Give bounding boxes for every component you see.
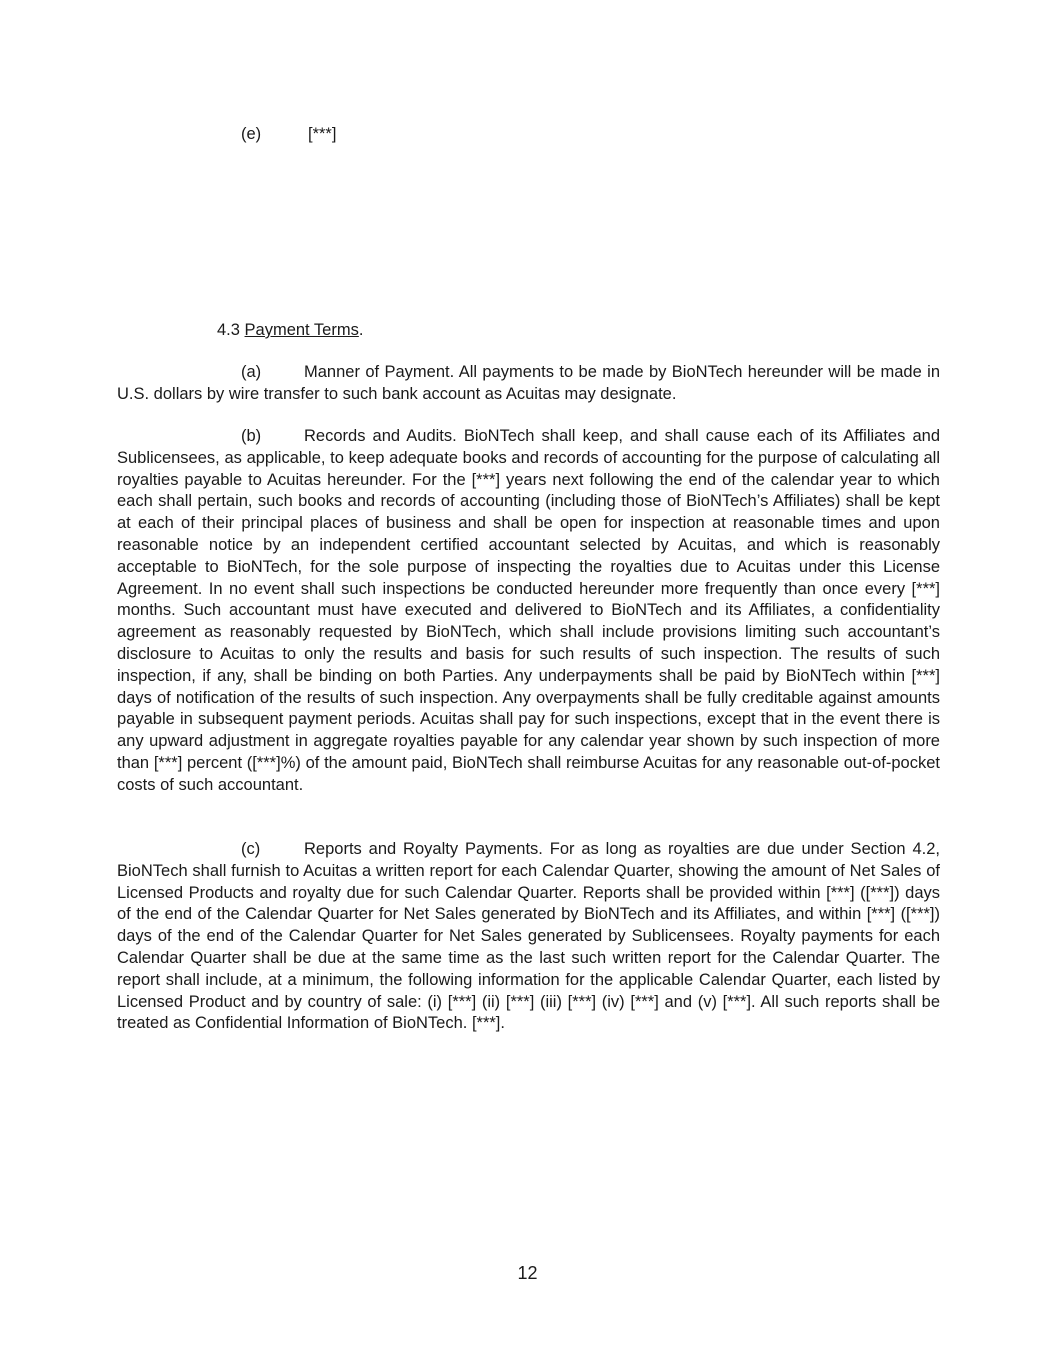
paragraph-b [117,426,940,797]
paragraph-c-text: Reports and Royalty Payments. For as long as royalties are due under Section 4.2, BioNTech shall furnish to Acuitas a written report for each Calendar Quarter, showing the amount of Net Sales of Licensed Products and royalty due for such Calendar Quarter. Reports shall be provided within [***] ([***]) days of the end of the Calendar Quarter for Net Sales generated by BioNTech and its Affiliates, and within [***] ([***]) days of the end of the Calendar Quarter for Net Sales generated by Sublicensees. Royalty payments for each Calendar Quarter shall be due at the same time as the last such written report for the Calendar Quarter. The report shall include, at a minimum, the following information for the applicable Calendar Quarter, each listed by Licensed Product and by country of sale: (i) [***] (ii) [***] (iii) [***] (iv) [***] and (v) [***]. All such reports shall be treated as Confidential Information of BioNTech. [***]. [117,840,940,1033]
paragraph-c [117,839,940,1035]
paragraph-a [117,362,940,406]
section-number: 4.3 [217,321,240,339]
item-e-redacted-text: [***] [308,125,337,143]
section-title-suffix: . [358,321,364,339]
paragraph-a-text: Manner of Payment. All payments to be made by BioNTech hereunder will be made in U.S. dollars by wire transfer to such bank account as Acuitas may designate. [117,363,940,403]
section-heading [217,321,363,340]
section-title: Payment Terms [244,321,359,339]
paragraph-b-text: Records and Audits. BioNTech shall keep, and shall cause each of its Affiliates and Sublicensees, as applicable, to keep adequate books and records of accounting for the purpose of calculating all royalties payable to Acuitas hereunder. For the [***] years next following the end of the calendar year to which each shall pertain, such books and records of accounting (including those of BioNTech’s Affiliates) shall be kept at each of their principal places of business and shall be open for inspection at reasonable times and upon reasonable notice by an independent certified accountant selected by Acuitas, and which is reasonably acceptable to BioNTech, for the sole purpose of inspecting the royalties due to Acuitas under this License Agreement. In no event shall such inspections be conducted hereunder more frequently than once every [***] months. Such accountant must have executed and delivered to BioNTech and its Affiliates, a confidentiality agreement as reasonably requested by BioNTech, which shall include provisions limiting such accountant’s disclosure to Acuitas to only the results and basis for such results of such inspection. The results of such inspection, if any, shall be binding on both Parties. Any underpayments shall be paid by BioNTech within [***] days of notification of the results of such inspection. Any overpayments shall be fully creditable against amounts payable in subsequent payment periods. Acuitas shall pay for such inspections, except that in the event there is any upward adjustment in aggregate royalties payable for any calendar year shown by such inspection of more than [***] percent ([***]%) of the amount paid, BioNTech shall reimburse Acuitas for any reasonable out-of-pocket costs of such accountant. [117,427,940,794]
paragraph-b-label: (b) [241,427,262,445]
item-e-label: (e) [241,125,262,143]
page-number: 12 [517,1263,538,1283]
paragraph-c-label: (c) [241,840,261,858]
paragraph-a-label: (a) [241,363,262,381]
